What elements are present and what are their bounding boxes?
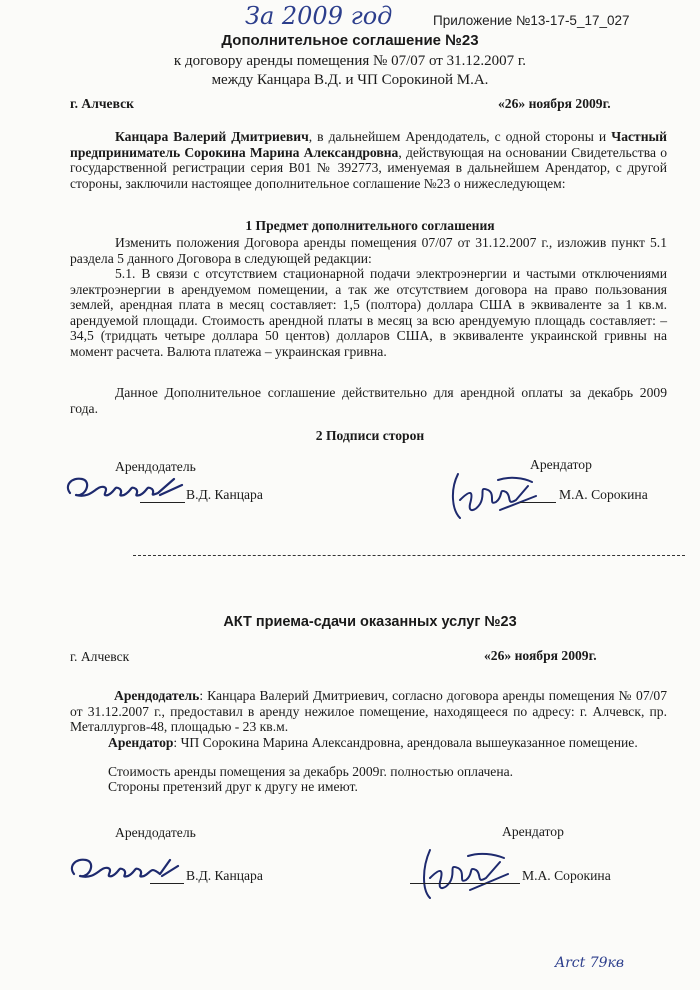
handwritten-year-note: За 2009 год	[245, 2, 393, 30]
party2-name: Частный предприниматель Сорокина Марина Александровна	[70, 129, 667, 160]
section1-title: 1 Предмет дополнительного соглашения	[245, 218, 495, 233]
agreement-preamble	[70, 129, 667, 191]
act-city: г. Алчевск	[70, 649, 130, 664]
act-landlord-sign-name: В.Д. Канцара	[186, 868, 263, 883]
landlord-sign-name: В.Д. Канцара	[186, 487, 263, 502]
act-title: АКТ приема-сдачи оказанных услуг №23	[223, 614, 517, 630]
act-tenant-sign-label: Арендатор	[502, 824, 564, 839]
act-line-no-claims: Стороны претензий друг к другу не имеют.	[108, 779, 358, 794]
landlord-signature	[62, 465, 192, 515]
act-tenant-signature	[408, 838, 528, 908]
act-landlord-sign-label: Арендодатель	[115, 825, 196, 840]
appendix-label: Приложение №13-17-5_17_027	[433, 13, 630, 28]
section2-title: 2 Подписи сторон	[315, 428, 425, 443]
party1-rest: , в дальнейшем Арендодатель, с одной стороны и	[308, 129, 607, 144]
tenant-label: Арендатор	[530, 457, 592, 472]
act-landlord-label: Арендодатель	[114, 688, 200, 703]
act-line-payment: Стоимость аренды помещения за декабрь 2009г. полностью оплачена.	[108, 764, 514, 779]
act-landlord-sign-line	[150, 883, 184, 884]
agreement-city: г. Алчевск	[70, 96, 134, 111]
act-tenant-sign-line	[410, 883, 520, 884]
act-landlord-text: : Канцара Валерий Дмитриевич, согласно договора аренды помещения № 07/07 от 31.12.2007 г., предоставил в аренду нежилое помещение, находящееся по адресу: г. Алчевск, пр. Металлургов-48, площадью - 23 кв.м.	[70, 688, 667, 735]
landlord-label: Арендодатель	[115, 459, 196, 474]
act-tenant-label: Арендатор	[108, 735, 174, 750]
act-tenant-sign-name: М.А. Сорокина	[522, 868, 611, 883]
tenant-sign-line	[520, 502, 556, 503]
act-landlord-signature	[66, 846, 196, 896]
act-tenant-text: : ЧП Сорокина Марина Александровна, арендовала вышеуказанное помещение.	[173, 735, 638, 750]
act-tenant-paragraph	[70, 735, 667, 751]
agreement-subtitle-2: между Канцара В.Д. и ЧП Сорокиной М.А.	[211, 72, 489, 88]
landlord-sign-line	[140, 502, 185, 503]
section1-paragraph-3: Данное Дополнительное соглашение действительно для арендной оплаты за декабрь 2009 года.	[70, 385, 667, 416]
handwritten-footer-mark: Arct 79кв	[555, 955, 625, 971]
party1-name: Канцара Валерий Дмитриевич	[115, 129, 309, 144]
section-divider	[133, 555, 685, 556]
party2-rest: , действующая на основании Свидетельства о государственной регистрации серия В01 № 392773, именуемая в дальнейшем Арендатор, с другой стороны, заключили настоящее дополнительное соглашение №23 о нижеследующем:	[70, 144, 667, 191]
act-date: «26» ноября 2009г.	[484, 648, 597, 663]
agreement-title: Дополнительное соглашение №23	[221, 32, 479, 49]
tenant-signature	[440, 460, 560, 530]
section1-paragraph-1: Изменить положения Договора аренды помещения 07/07 от 31.12.2007 г., изложив пункт 5.1 раздела 5 данного Договора в следующей редакции:	[70, 235, 667, 266]
agreement-subtitle-1: к договору аренды помещения № 07/07 от 31.12.2007 г.	[173, 53, 527, 69]
tenant-sign-name: М.А. Сорокина	[559, 487, 648, 502]
section1-paragraph-2: 5.1. В связи с отсутствием стационарной подачи электроэнергии и частыми отключениями электроэнергии в арендуемом помещении, а так же отсутствием договора на право пользования землей, арендная плата в месяц составляет: 1,5 (полтора) доллара США в эквиваленте за 1 кв.м. арендуемой площади. Стоимость арендной платы в месяц за всю арендуемую площадь составляет: – 34,5 (тридцать четыре доллара 50 центов) долларов США, в эквиваленте украинской гривны на момент расчета. Валюта платежа – украинская гривна.	[70, 266, 667, 359]
agreement-date: «26» ноября 2009г.	[498, 96, 611, 111]
act-landlord-paragraph	[70, 688, 667, 735]
